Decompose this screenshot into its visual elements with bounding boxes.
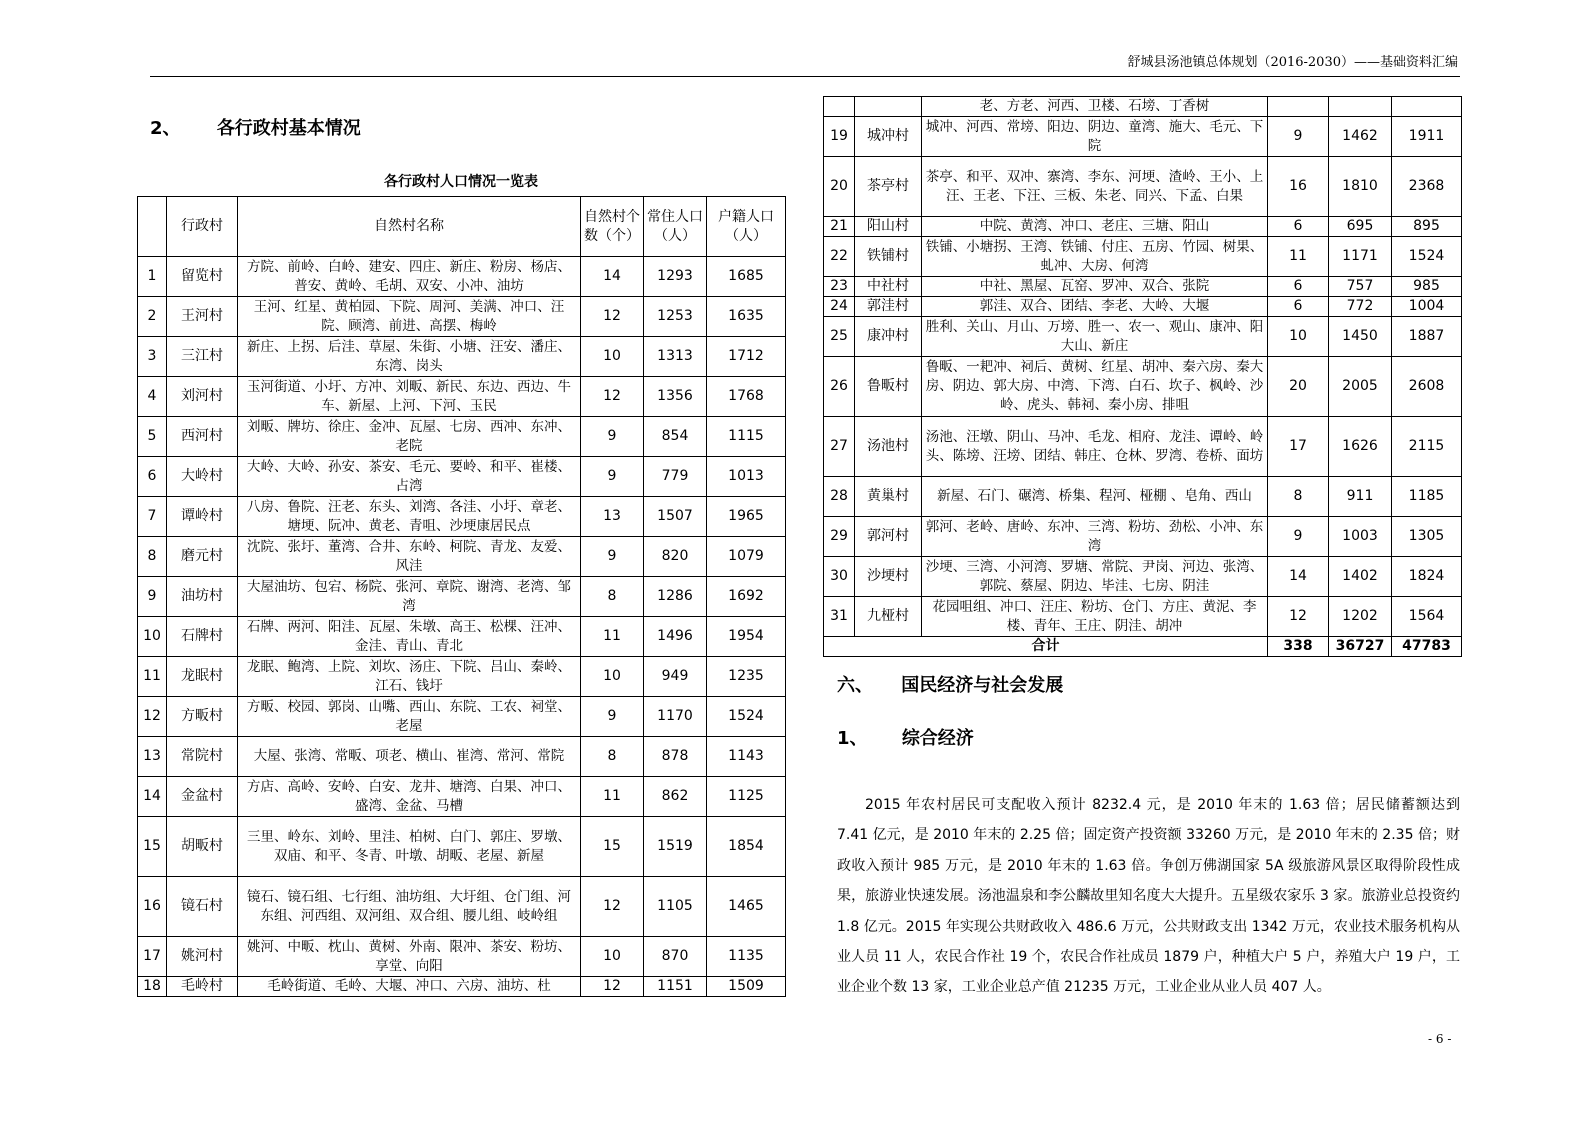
natural-village-count: 6 [1268, 277, 1329, 297]
row-number: 11 [138, 657, 167, 697]
row-number: 21 [824, 217, 855, 237]
economy-paragraph: 2015 年农村居民可支配收入预计 8232.4 元，是 2010 年末的 1.63 倍；居民储蓄额达到 7.41 亿元，是 2010 年末的 2.25 倍；固定资产投资额 33260 万元，是 2010 年末的 2.35 倍；财政收入预计 985 万元，是 2010 年末的 1.63 倍。争创万佛湖国家 5A 级旅游风景区取得阶段性成果，旅游业快速发展。汤池温泉和李公麟故里知名度大大提升。五星级农家乐 3 家。旅游业总投资约 1.8 亿元。2015 年实现公共财政收入 486.6 万元，公共财政支出 1342 万元，农业技术服务机构从业人员 11 人，农民合作社 19 个，农民合作社成员 1879 户，种植大户 5 户，养殖大户 19 户，工业企业个数 13 家，工业企业总产值 21235 万元，工业企业从业人员 407 人。 [837, 797, 1460, 996]
row-number: 29 [824, 517, 855, 557]
resident-population: 911 [1329, 477, 1392, 517]
row-number: 4 [138, 377, 167, 417]
natural-village-names: 沙埂、三湾、小河湾、罗塘、常院、尹岗、河边、张湾、郭院、蔡屋、阴边、毕洼、七房、阴洼 [922, 557, 1268, 597]
natural-village-names: 新庄、上拐、后洼、草屋、朱街、小塘、汪安、潘庄、东湾、岗头 [238, 337, 581, 377]
registered-population: 1712 [707, 337, 786, 377]
row-number: 1 [138, 257, 167, 297]
header-resident-population: 常住人口（人） [644, 197, 707, 257]
natural-village-names: 老、方老、河西、卫楼、石塝、丁香树 [922, 97, 1268, 117]
total-resident-population: 36727 [1329, 637, 1392, 657]
table-row [138, 497, 786, 537]
registered-population: 1143 [707, 737, 786, 777]
natural-village-count: 6 [1268, 297, 1329, 317]
table-row [138, 697, 786, 737]
natural-village-names: 城冲、河西、常塝、阳边、阴边、童湾、施大、毛元、下院 [922, 117, 1268, 157]
registered-population: 1685 [707, 257, 786, 297]
row-number: 27 [824, 417, 855, 477]
population-table-part-2 [823, 96, 1462, 657]
row-number: 14 [138, 777, 167, 817]
resident-population: 1496 [644, 617, 707, 657]
resident-population: 862 [644, 777, 707, 817]
village-name: 金盆村 [167, 777, 238, 817]
resident-population: 1810 [1329, 157, 1392, 217]
village-name: 磨元村 [167, 537, 238, 577]
resident-population: 878 [644, 737, 707, 777]
natural-village-count: 14 [581, 257, 644, 297]
table-row [824, 357, 1462, 417]
table-row [824, 277, 1462, 297]
resident-population: 949 [644, 657, 707, 697]
table-row [824, 117, 1462, 157]
registered-population: 1854 [707, 817, 786, 877]
section-heading-6 [837, 674, 1063, 698]
registered-population: 1954 [707, 617, 786, 657]
row-number: 20 [824, 157, 855, 217]
header-registered-population: 户籍人口（人） [707, 197, 786, 257]
registered-population: 1125 [707, 777, 786, 817]
natural-village-count: 11 [1268, 237, 1329, 277]
natural-village-count: 13 [581, 497, 644, 537]
table-row [824, 97, 1462, 117]
document-title: 舒城县汤池镇总体规划（2016-2030）——基础资料汇编 [1127, 55, 1458, 70]
natural-village-count: 9 [1268, 517, 1329, 557]
page-number: - 6 - [1428, 1032, 1452, 1046]
resident-population: 757 [1329, 277, 1392, 297]
natural-village-names: 中社、黑屋、瓦窑、罗冲、双合、张院 [922, 277, 1268, 297]
table-row [138, 537, 786, 577]
table-row [138, 777, 786, 817]
resident-population: 695 [1329, 217, 1392, 237]
village-name: 茶亭村 [855, 157, 922, 217]
natural-village-names: 铁铺、小塘拐、王湾、铁铺、付庄、五房、竹园、树果、虬冲、大房、何湾 [922, 237, 1268, 277]
village-name: 西河村 [167, 417, 238, 457]
registered-population: 1768 [707, 377, 786, 417]
natural-village-count: 11 [581, 617, 644, 657]
village-name: 龙眠村 [167, 657, 238, 697]
registered-population: 2115 [1392, 417, 1462, 477]
natural-village-names: 花园咀组、冲口、汪庄、粉坊、仓门、方庄、黄泥、李楼、青年、王庄、阴洼、胡冲 [922, 597, 1268, 637]
section-heading-2 [150, 117, 361, 141]
row-number: 23 [824, 277, 855, 297]
resident-population: 1105 [644, 877, 707, 937]
village-name: 黄巢村 [855, 477, 922, 517]
table-row [138, 657, 786, 697]
natural-village-count: 14 [1268, 557, 1329, 597]
resident-population: 779 [644, 457, 707, 497]
row-number: 13 [138, 737, 167, 777]
registered-population: 1564 [1392, 597, 1462, 637]
registered-population: 1524 [707, 697, 786, 737]
natural-village-count: 9 [581, 697, 644, 737]
row-number: 2 [138, 297, 167, 337]
natural-village-names: 姚河、中畈、枕山、黄树、外南、限冲、茶安、粉坊、享堂、向阳 [238, 937, 581, 977]
row-number: 28 [824, 477, 855, 517]
table-row [824, 297, 1462, 317]
natural-village-names: 新屋、石门、碾湾、桥集、程河、桠棚 、皂角、西山 [922, 477, 1268, 517]
village-name: 方畈村 [167, 697, 238, 737]
resident-population: 870 [644, 937, 707, 977]
natural-village-count: 8 [581, 577, 644, 617]
resident-population: 772 [1329, 297, 1392, 317]
table-row [824, 557, 1462, 597]
village-name: 郭河村 [855, 517, 922, 557]
registered-population: 1887 [1392, 317, 1462, 357]
row-number: 7 [138, 497, 167, 537]
header-village: 行政村 [167, 197, 238, 257]
natural-village-names: 方店、高岭、安岭、白安、龙井、塘湾、白果、冲口、盛湾、金盆、马槽 [238, 777, 581, 817]
natural-village-names: 大屋油坊、包宕、杨院、张河、章院、谢湾、老湾、邹湾 [238, 577, 581, 617]
natural-village-count: 9 [581, 537, 644, 577]
resident-population: 854 [644, 417, 707, 457]
table-row [824, 417, 1462, 477]
header-no [138, 197, 167, 257]
table-row [138, 937, 786, 977]
table-row [824, 517, 1462, 557]
resident-population: 820 [644, 537, 707, 577]
natural-village-count [1268, 97, 1329, 117]
page-header [150, 54, 1460, 77]
natural-village-count: 12 [581, 297, 644, 337]
section-title: 综合经济 [901, 728, 974, 749]
village-name: 留览村 [167, 257, 238, 297]
subsection-heading-6-1 [837, 727, 974, 751]
registered-population: 2608 [1392, 357, 1462, 417]
registered-population: 2368 [1392, 157, 1462, 217]
resident-population: 1626 [1329, 417, 1392, 477]
village-name: 常院村 [167, 737, 238, 777]
village-name: 沙埂村 [855, 557, 922, 597]
registered-population: 895 [1392, 217, 1462, 237]
table-header-row [138, 197, 786, 257]
resident-population: 1003 [1329, 517, 1392, 557]
village-name: 中社村 [855, 277, 922, 297]
natural-village-count: 6 [1268, 217, 1329, 237]
table-row [824, 157, 1462, 217]
village-name: 鲁畈村 [855, 357, 922, 417]
resident-population: 1313 [644, 337, 707, 377]
row-number: 19 [824, 117, 855, 157]
natural-village-names: 大岭、大岭、孙安、茶安、毛元、要岭、和平、崔楼、占湾 [238, 457, 581, 497]
natural-village-count: 12 [581, 977, 644, 997]
table-row [138, 457, 786, 497]
natural-village-count: 11 [581, 777, 644, 817]
natural-village-names: 刘畈、牌坊、徐庄、金冲、瓦屋、七房、西冲、东冲、老院 [238, 417, 581, 457]
natural-village-count: 12 [1268, 597, 1329, 637]
natural-village-names: 方院、前岭、白岭、建安、四庄、新庄、粉房、杨店、普安、黄岭、毛胡、双安、小冲、油坊 [238, 257, 581, 297]
natural-village-names: 沈院、张圩、董湾、合井、东岭、柯院、青龙、友爱、风洼 [238, 537, 581, 577]
total-natural-village-count: 338 [1268, 637, 1329, 657]
section-number: 六、 [837, 675, 873, 696]
table-row [138, 417, 786, 457]
row-number: 18 [138, 977, 167, 997]
natural-village-names: 王河、红星、黄柏园、下院、周河、美满、冲口、汪院、顾湾、前进、高摆、梅岭 [238, 297, 581, 337]
table-row [138, 297, 786, 337]
section-title: 国民经济与社会发展 [901, 675, 1064, 696]
natural-village-count: 10 [581, 337, 644, 377]
village-name: 胡畈村 [167, 817, 238, 877]
resident-population: 1171 [1329, 237, 1392, 277]
registered-population: 1692 [707, 577, 786, 617]
natural-village-count: 17 [1268, 417, 1329, 477]
row-number: 5 [138, 417, 167, 457]
resident-population: 1450 [1329, 317, 1392, 357]
natural-village-names: 郭河、老岭、唐岭、东冲、三湾、粉坊、劲松、小冲、东湾 [922, 517, 1268, 557]
header-natural-villages: 自然村名称 [238, 197, 581, 257]
natural-village-names: 石牌、两河、阳洼、瓦屋、朱墩、高王、松棵、汪冲、金洼、青山、青北 [238, 617, 581, 657]
population-table-part-1 [137, 196, 786, 997]
table-row [138, 257, 786, 297]
village-name: 阳山村 [855, 217, 922, 237]
village-name: 油坊村 [167, 577, 238, 617]
table-row [138, 577, 786, 617]
header-natural-village-count: 自然村个数（个） [581, 197, 644, 257]
row-number: 3 [138, 337, 167, 377]
total-registered-population: 47783 [1392, 637, 1462, 657]
resident-population: 1356 [644, 377, 707, 417]
natural-village-count: 16 [1268, 157, 1329, 217]
resident-population: 1151 [644, 977, 707, 997]
section-number: 2、 [150, 118, 181, 139]
natural-village-names: 鲁畈、一耙冲、祠后、黄树、红星、胡冲、秦六房、秦大房、阴边、郭大房、中湾、下湾、白石、坎子、枫岭、沙岭、虎头、韩祠、秦小房、排咀 [922, 357, 1268, 417]
table-row [138, 737, 786, 777]
resident-population: 2005 [1329, 357, 1392, 417]
row-number: 12 [138, 697, 167, 737]
natural-village-count: 12 [581, 377, 644, 417]
village-name: 镜石村 [167, 877, 238, 937]
resident-population: 1253 [644, 297, 707, 337]
resident-population: 1293 [644, 257, 707, 297]
registered-population: 1305 [1392, 517, 1462, 557]
row-number: 8 [138, 537, 167, 577]
village-name: 九桠村 [855, 597, 922, 637]
registered-population: 1824 [1392, 557, 1462, 597]
section-number: 1、 [837, 728, 868, 749]
registered-population [1392, 97, 1462, 117]
table-row [138, 877, 786, 937]
table-row [138, 977, 786, 997]
natural-village-count: 8 [581, 737, 644, 777]
resident-population: 1462 [1329, 117, 1392, 157]
row-number: 6 [138, 457, 167, 497]
natural-village-names: 镜石、镜石组、七行组、油坊组、大圩组、仓门组、河东组、河西组、双河组、双合组、腰儿组、岐岭组 [238, 877, 581, 937]
resident-population: 1202 [1329, 597, 1392, 637]
village-name: 康冲村 [855, 317, 922, 357]
natural-village-names: 龙眠、鲍湾、上院、刘坎、汤庄、下院、吕山、秦岭、江石、钱圩 [238, 657, 581, 697]
registered-population: 1965 [707, 497, 786, 537]
table-row [138, 617, 786, 657]
table-row [824, 317, 1462, 357]
village-name: 大岭村 [167, 457, 238, 497]
village-name: 三江村 [167, 337, 238, 377]
resident-population: 1402 [1329, 557, 1392, 597]
registered-population: 1635 [707, 297, 786, 337]
natural-village-names: 茶亭、和平、双冲、寨湾、李东、河埂、渣岭、王小、上汪、王老、下汪、三板、朱老、同兴、下孟、白果 [922, 157, 1268, 217]
village-name: 石牌村 [167, 617, 238, 657]
natural-village-count: 9 [581, 417, 644, 457]
table-row [824, 477, 1462, 517]
table-row [824, 217, 1462, 237]
natural-village-count: 12 [581, 877, 644, 937]
village-name: 铁铺村 [855, 237, 922, 277]
natural-village-names: 玉河街道、小圩、方冲、刘畈、新民、东边、西边、牛车、新屋、上河、下河、玉民 [238, 377, 581, 417]
section-title: 各行政村基本情况 [216, 118, 361, 139]
registered-population: 1911 [1392, 117, 1462, 157]
table-row [138, 377, 786, 417]
natural-village-count: 9 [1268, 117, 1329, 157]
registered-population: 1509 [707, 977, 786, 997]
table-row [824, 597, 1462, 637]
natural-village-names: 汤池、汪墩、阴山、马冲、毛龙、相府、龙洼、谭岭、岭头、陈塝、汪塝、团结、韩庄、仓林、罗湾、卷桥、面坊 [922, 417, 1268, 477]
natural-village-count: 8 [1268, 477, 1329, 517]
natural-village-count: 10 [581, 937, 644, 977]
natural-village-count: 10 [581, 657, 644, 697]
registered-population: 1079 [707, 537, 786, 577]
natural-village-count: 15 [581, 817, 644, 877]
village-name: 汤池村 [855, 417, 922, 477]
row-number: 24 [824, 297, 855, 317]
village-name: 毛岭村 [167, 977, 238, 997]
registered-population: 1135 [707, 937, 786, 977]
resident-population [1329, 97, 1392, 117]
resident-population: 1507 [644, 497, 707, 537]
natural-village-count: 10 [1268, 317, 1329, 357]
natural-village-count: 9 [581, 457, 644, 497]
registered-population: 1115 [707, 417, 786, 457]
row-number: 16 [138, 877, 167, 937]
natural-village-names: 八房、鲁院、汪老、东头、刘湾、各洼、小圩、章老、塘埂、阮冲、黄老、青咀、沙埂康居民点 [238, 497, 581, 537]
natural-village-names: 三里、岭东、刘岭、里洼、柏树、白门、郭庄、罗墩、双庙、和平、冬青、叶墩、胡畈、老屋、新屋 [238, 817, 581, 877]
registered-population: 1013 [707, 457, 786, 497]
table-total-row [824, 637, 1462, 657]
registered-population: 1235 [707, 657, 786, 697]
resident-population: 1286 [644, 577, 707, 617]
resident-population: 1170 [644, 697, 707, 737]
total-label: 合计 [824, 637, 1268, 657]
village-name: 刘河村 [167, 377, 238, 417]
row-number: 9 [138, 577, 167, 617]
row-number: 31 [824, 597, 855, 637]
natural-village-names: 方畈、校园、郭岗、山嘴、西山、东院、工农、祠堂、老屋 [238, 697, 581, 737]
registered-population: 1524 [1392, 237, 1462, 277]
natural-village-names: 郭洼、双合、团结、李老、大岭、大堰 [922, 297, 1268, 317]
row-number [824, 97, 855, 117]
row-number: 17 [138, 937, 167, 977]
village-name: 郭洼村 [855, 297, 922, 317]
village-name: 城冲村 [855, 117, 922, 157]
table-row [138, 817, 786, 877]
registered-population: 1004 [1392, 297, 1462, 317]
registered-population: 1185 [1392, 477, 1462, 517]
natural-village-names: 中院、黄湾、冲口、老庄、三塘、阳山 [922, 217, 1268, 237]
row-number: 10 [138, 617, 167, 657]
village-name: 姚河村 [167, 937, 238, 977]
table-title: 各行政村人口情况一览表 [384, 174, 538, 190]
row-number: 22 [824, 237, 855, 277]
natural-village-names: 毛岭街道、毛岭、大堰、冲口、六房、油坊、杜 [238, 977, 581, 997]
row-number: 25 [824, 317, 855, 357]
natural-village-count: 20 [1268, 357, 1329, 417]
table-row [824, 237, 1462, 277]
village-name: 王河村 [167, 297, 238, 337]
natural-village-names: 胜利、关山、月山、万塝、胜一、农一、观山、康冲、阳大山、新庄 [922, 317, 1268, 357]
row-number: 15 [138, 817, 167, 877]
registered-population: 985 [1392, 277, 1462, 297]
natural-village-names: 大屋、张湾、常畈、项老、横山、崔湾、常河、常院 [238, 737, 581, 777]
row-number: 26 [824, 357, 855, 417]
row-number: 30 [824, 557, 855, 597]
resident-population: 1519 [644, 817, 707, 877]
village-name: 谭岭村 [167, 497, 238, 537]
table-row [138, 337, 786, 377]
village-name [855, 97, 922, 117]
registered-population: 1465 [707, 877, 786, 937]
